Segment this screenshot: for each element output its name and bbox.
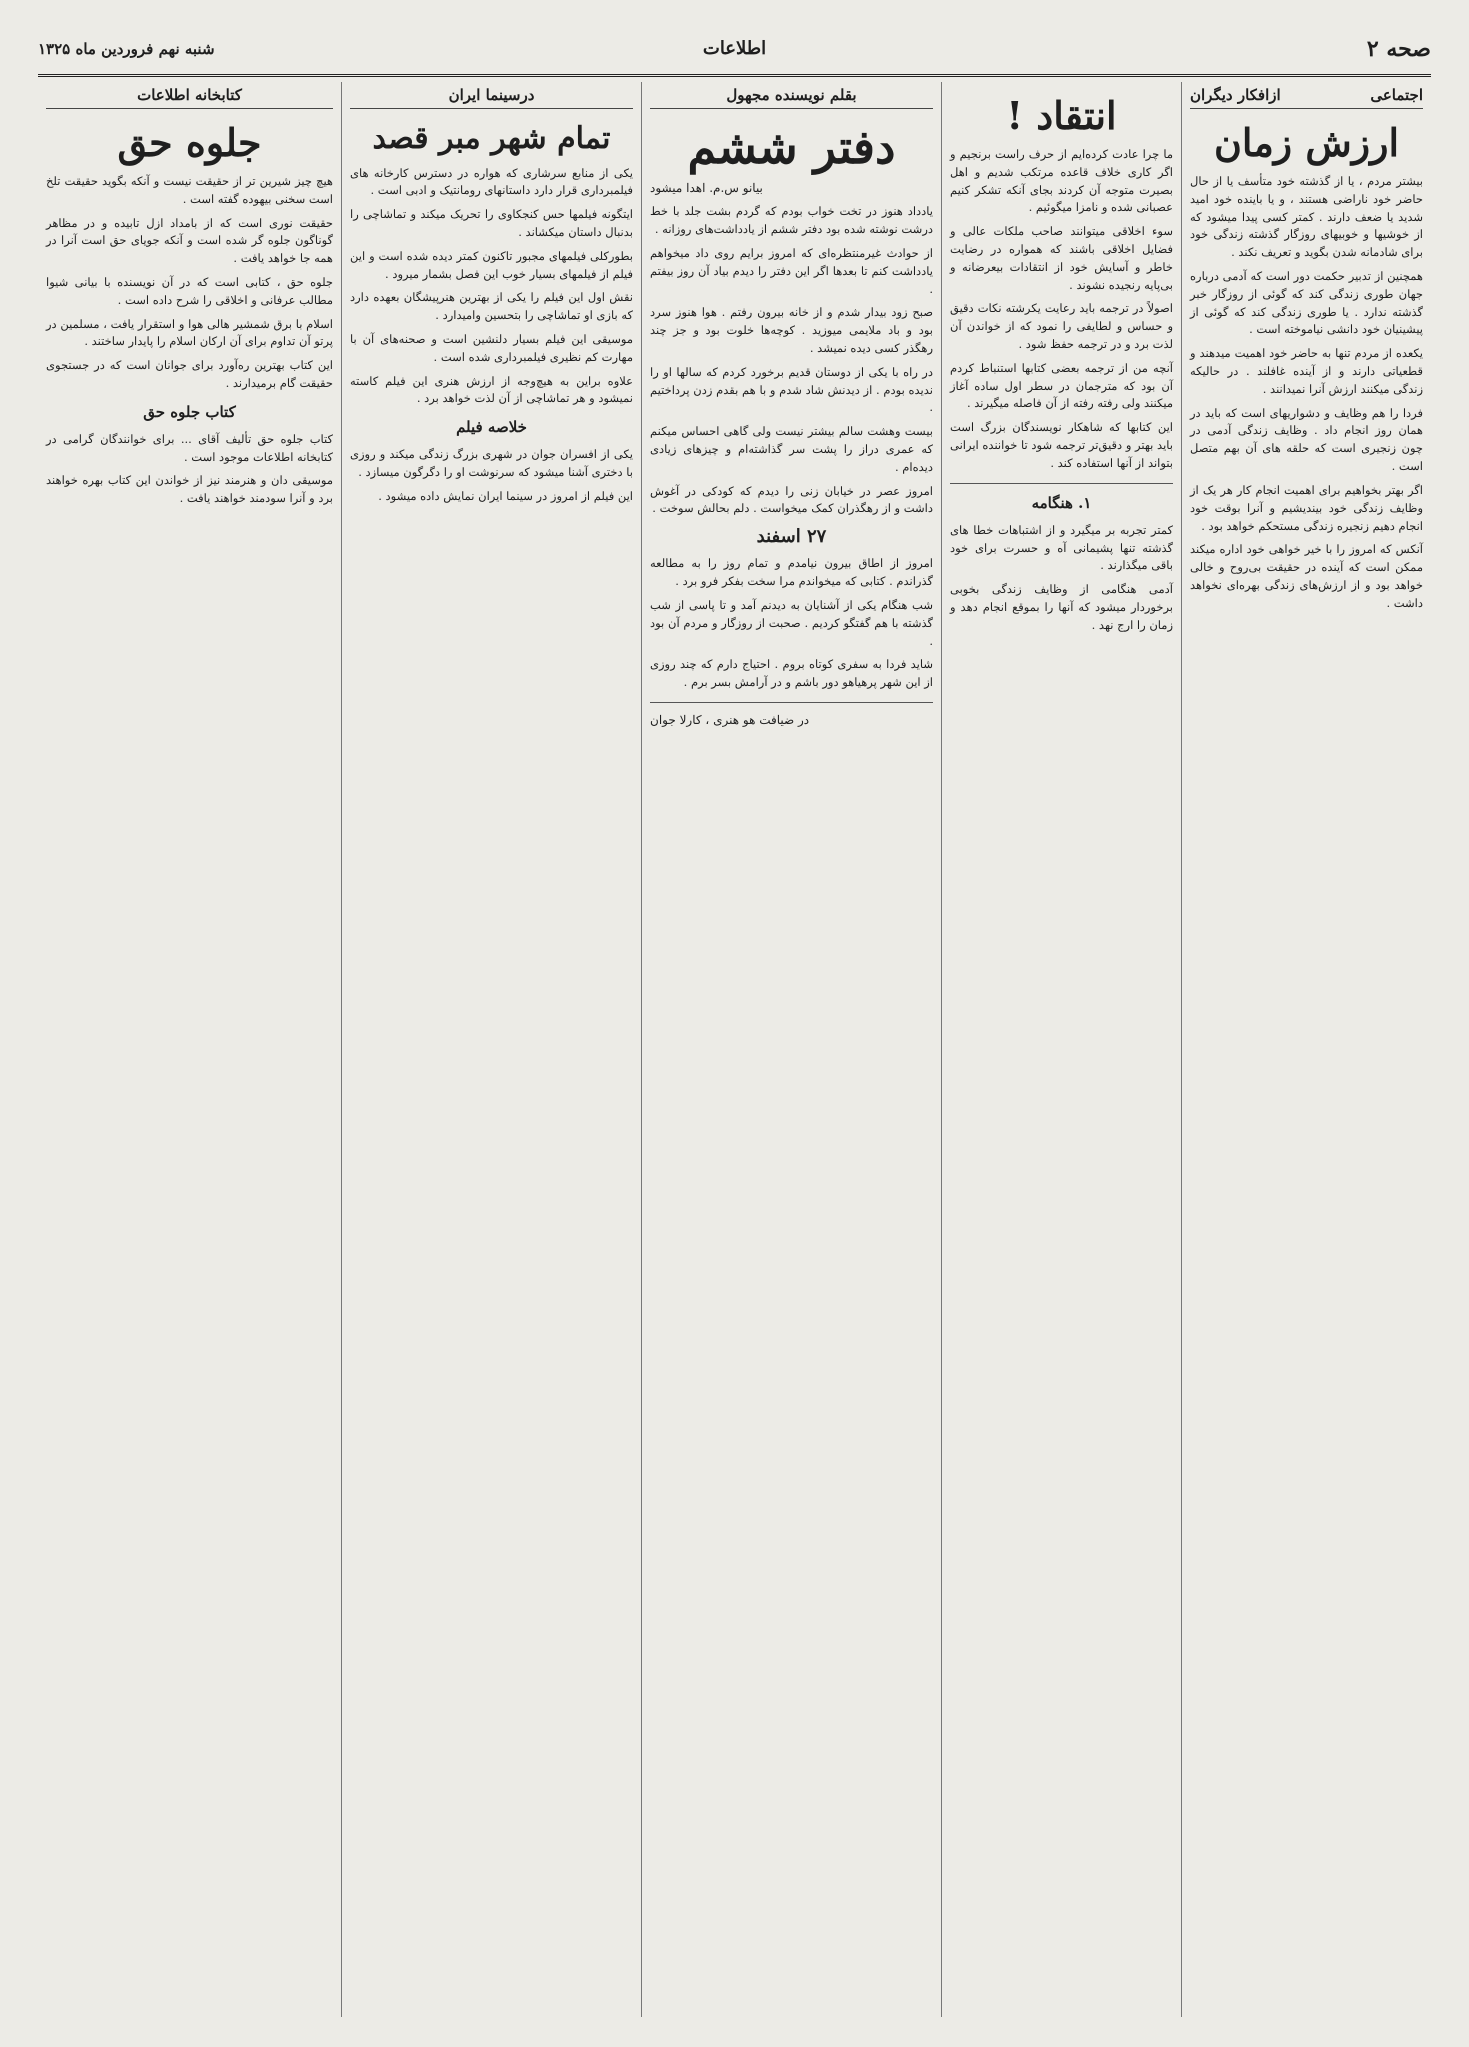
paragraph: در راه با یکی از دوستان قدیم برخورد کردم که سالها او را ندیده بودم . از دیدنش شاد شدم و با هم بقدم زدن پرداختیم .	[650, 364, 933, 415]
paragraph: شب هنگام یکی از آشنایان به دیدنم آمد و تا پاسی از شب گذشته با هم گفتگو کردیم . صحبت از روزگار و مردم آن بود .	[650, 597, 933, 648]
paragraph: این کتابها که شاهکار نویسندگان بزرگ است باید بهتر و دقیق‌تر ترجمه شود تا خواننده ایرانی بتواند از آنها استفاده کند .	[950, 420, 1173, 470]
paragraph: همچنین از تدبیر حکمت دور است که آدمی درباره جهان طوری زندگی کند که گوئی از روزگار خبر گذشته ندارد . یا طوری زندگی کند که گوئی از پیشینیان خود دانشی نیاموخته است .	[1190, 268, 1423, 337]
signature: در ضیافت هو هنری ، کارلا جوان	[650, 712, 810, 727]
issue-date: شنبه نهم فروردین ماه ۱۳۲۵	[38, 40, 215, 58]
article-headline: جلوه حق	[117, 120, 262, 165]
paragraph: یکعده از مردم تنها به حاضر خود اهمیت میدهند و قطعیاتی دارند و از آینده غافلند . در حالیکه زندگی میکنند ارزش آنرا نمیدانند .	[1190, 346, 1423, 396]
byline: بیانو س.م. اهدا میشود	[650, 181, 763, 196]
column-kicker: درسینما ایران	[350, 82, 633, 109]
paragraph: علاوه براین به هیچ‌وجه از ارزش هنری این فیلم کاسته نمیشود و هر تماشاچی از آن لذت خواهد برد .	[350, 373, 633, 406]
paragraph: از حوادث غیرمنتظره‌ای که امروز برایم روی داد میخواهم یادداشت کنم تا بعدها اگر این دفتر را دیدم بیاد آن روز بیفتم .	[650, 245, 933, 296]
paragraph: اگر بهتر بخواهیم برای اهمیت انجام کار هر یک از وظایف زندگی خود بیندیشیم و آنرا بوقت خود انجام دهیم زنجیره زندگی مستحکم خواهد بود .	[1190, 482, 1423, 533]
paragraph: یکی از افسران جوان در شهری بزرگ زندگی میکند و روزی با دختری آشنا میشود که سرنوشت او را دگرگون میسازد .	[350, 447, 633, 480]
column-kicker: کتابخانه اطلاعات	[46, 82, 333, 109]
divider	[650, 702, 933, 703]
paragraph: سوء اخلاقی میتوانند صاحب ملکات عالی و فضایل اخلاقی باشند که همواره در رضایت خاطر و آسایش خود از انتقادات بیعرضانه و بی‌پایه رنجیده نشوند .	[950, 224, 1173, 292]
article-headline: انتقاد !	[1006, 93, 1117, 138]
column-kicker-row	[1190, 82, 1423, 109]
paragraph: اصولاً در ترجمه باید رعایت یکرشته نکات دقیق و حساس و لطایفی را نمود که از خواندن آن لذت برد و در ترجمه حفظ شود .	[950, 301, 1173, 352]
paragraph: این کتاب بهترین ره‌آورد برای جوانان است که در جستجوی حقیقت گام برمیدارند .	[46, 358, 333, 391]
paper-name: اطلاعات	[702, 38, 767, 59]
paragraph: امروز عصر در خیابان زنی را دیدم که کودکی در آغوش داشت و از رهگذران کمک میخواست . دلم بحالش سوخت .	[650, 483, 933, 516]
paragraph: هیچ چیز شیرین تر از حقیقت نیست و آنکه بگوید حقیقت تلخ است سخنی بیهوده گفته است .	[46, 173, 333, 206]
column-cinema	[341, 82, 641, 2017]
paragraph: یادداد هنوز در تخت خواب بودم که گردم بشت جلد با خط درشت نوشته شده بود دفتر ششم از یادداشت‌های روزانه .	[650, 204, 933, 237]
subheading: کتاب جلوه حق	[143, 402, 236, 421]
column-daftar-sheshom	[641, 82, 941, 2017]
paragraph: اسلام با برق شمشیر هالی هوا و استقرار یافت ، مسلمین در پرتو آن تداوم برای آن ارکان اسلام را پایدار ساختند .	[46, 316, 333, 349]
subheading: خلاصه فیلم	[456, 418, 527, 437]
paragraph: صبح زود بیدار شدم و از خانه بیرون رفتم . هوا هنوز سرد بود و باد ملایمی میوزید . کوچه‌ها خلوت بود و جز چند رهگذر کسی دیده نمیشد .	[650, 305, 933, 355]
entry-date: ۲۷ اسفند	[756, 526, 827, 548]
column-enteghad	[941, 82, 1181, 2017]
column-jelveh-hagh	[38, 82, 341, 2017]
paragraph: این فیلم از امروز در سینما ایران نمایش داده میشود .	[378, 488, 633, 503]
paragraph: شاید فردا به سفری کوتاه بروم . احتیاج دارم که چند روزی از این شهر پرهیاهو دور باشم و در آرامش بسر برم .	[650, 657, 933, 690]
article-headline: تمام شهر مبر قصد	[372, 121, 611, 156]
paragraph: ما چرا عادت کرده‌ایم از حرف راست برنجیم و اگر کاری خلاف قاعده مرتکب شدیم و اهل بصیرت متوجه آن کردند بجای آنکه تشکر کنیم عصبانی شده و نامزا میگوئیم .	[950, 146, 1173, 215]
column-arzesh-zaman	[1181, 82, 1431, 2017]
column-kicker: بقلم نویسنده مجهول	[650, 82, 933, 109]
paragraph: بطورکلی فیلمهای مجبور تاکنون کمتر دیده شده است و این فیلم از فیلمهای بسیار خوب این فصل بشمار میرود .	[350, 248, 633, 281]
box-title: ۱. هنگامه	[1031, 493, 1092, 512]
paragraph: بیست وهشت سالم بیشتر نیست ولی گاهی احساس میکنم که عمری دراز را پشت سر گذاشته‌ام و چیزهای زیادی دیده‌ام .	[650, 424, 933, 474]
paragraph: آدمی هنگامی از وظایف زندگی بخوبی برخوردار میشود که آنها را بموقع انجام دهد و زمان را ارج نهد .	[950, 582, 1173, 632]
source-label: ازافکار دیگران	[1190, 86, 1281, 104]
paragraph: بیشتر مردم ، یا از گذشته خود متأسف یا از حال حاضر خود ناراضی هستند ، و یا باینده خود امید شدید یا ضعف دارند . کمتر کسی پیدا میشود که از خوشیها و خوبیهای روزگار گذشته زندگی خود برای شادمانه شدن بگوید و تعریف نکند .	[1190, 173, 1423, 260]
article-headline: دفتر ششم	[687, 120, 896, 174]
divider	[950, 483, 1173, 484]
paragraph: موسیقی دان و هنرمند نیز از خواندن این کتاب بهره خواهند برد و آنرا سودمند خواهند یافت .	[46, 473, 333, 506]
paragraph: ایتگونه فیلمها حس کنجکاوی را تحریک میکند و تماشاچی را بدنبال داستان میکشاند .	[350, 207, 633, 239]
paragraph: کمتر تجربه بر میگیرد و از اشتباهات خطا های گذشته تنها پشیمانی آه و حسرت برای خود باقی میگذارند .	[950, 522, 1173, 573]
page-number: صحه ۲	[1366, 36, 1431, 62]
columns	[38, 82, 1431, 2017]
paragraph: حقیقت نوری است که از بامداد ازل تابیده و در مظاهر گوناگون جلوه گر شده است و آنکه جویای حق است آنرا در همه جا خواهد یافت .	[46, 215, 333, 266]
paragraph: جلوه حق ، کتابی است که در آن نویسنده با بیانی شیوا مطالب عرفانی و اخلاقی را شرح داده است .	[46, 274, 333, 307]
article-headline: ارزش زمان	[1213, 120, 1400, 165]
paragraph: یکی از منابع سرشاری که هواره در دسترس کارخانه های فیلمبرداری قرار دارد داستانهای رومانتیک و ادبی است .	[350, 165, 633, 198]
section-label: اجتماعی	[1370, 86, 1423, 104]
paragraph: نقش اول این فیلم را یکی از بهترین هنرپیشگان بعهده دارد که بازی او تماشاچی را بتحسین وامیدارد .	[350, 290, 633, 323]
paragraph: امروز از اطاق بیرون نیامدم و تمام روز را به مطالعه گذراندم . کتابی که میخواندم مرا سخت بفکر فرو برد .	[650, 556, 933, 589]
paragraph: آنکس که امروز را با خیر خواهی خود اداره میکند ممکن است که آینده در حقیقت بی‌روح و خالی خواهد بود و از ارزش‌های زندگی بهره‌ای نخواهد داشت .	[1190, 542, 1423, 610]
paragraph: آنچه من از ترجمه بعضی کتابها استنباط کردم آن بود که مترجمان در سطر اول ساده آغاز میکنند ولی رفته رفته از آن فاصله میگیرند .	[950, 360, 1173, 411]
masthead	[38, 32, 1431, 77]
paragraph: کتاب جلوه حق تألیف آقای ... برای خوانندگان گرامی در کتابخانه اطلاعات موجود است .	[46, 431, 333, 464]
paragraph: فردا را هم وظایف و دشواریهای است که باید در همان روز انجام داد . وظایف زندگی آدمی در چون زنجیری است که حلقه های آن بهم متصل است .	[1190, 405, 1423, 474]
paragraph: موسیقی این فیلم بسیار دلنشین است و صحنه‌های آن با مهارت کم نظیری فیلمبرداری شده است .	[350, 332, 633, 364]
